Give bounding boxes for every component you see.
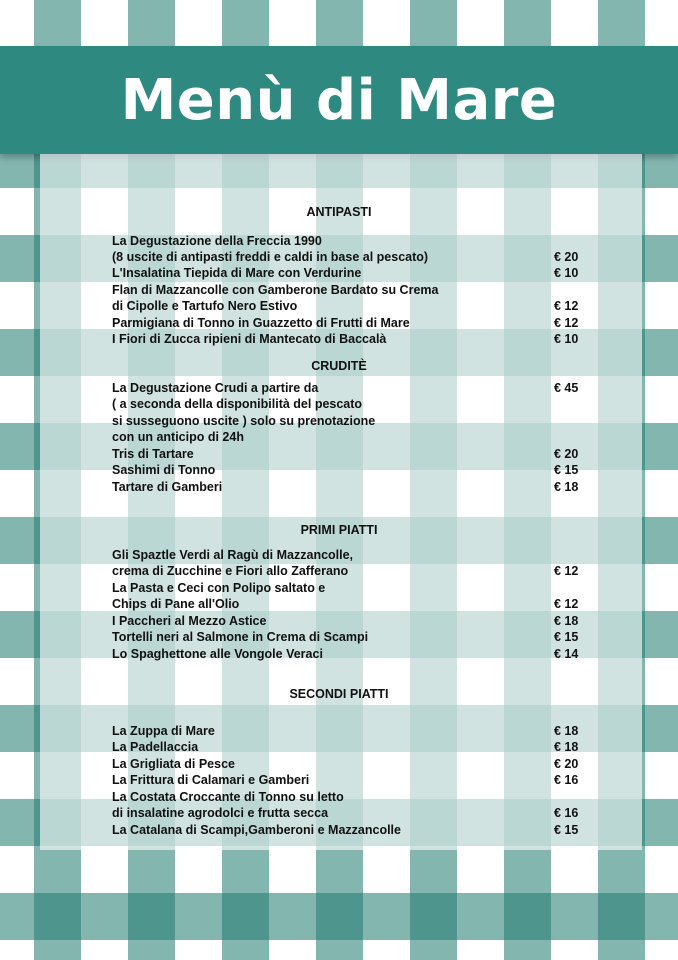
menu-line: Tris di Tartare € 20 <box>112 447 579 461</box>
menu-line: con un anticipo di 24h <box>112 430 244 444</box>
menu-line: Sashimi di Tonno € 15 <box>112 463 579 477</box>
menu-line: ( a seconda della disponibilità del pescato <box>112 397 363 411</box>
menu-line: La Degustazione della Freccia 1990 <box>112 234 322 248</box>
menu-line: I Paccheri al Mezzo Astice € 18 <box>112 614 579 628</box>
section-title-primi-piatti: PRIMI PIATTI <box>300 523 378 537</box>
menu-line: (8 uscite di antipasti freddi e caldi in base al pescato) € 20 <box>112 250 579 264</box>
section-title-secondi-piatti: SECONDI PIATTI <box>289 687 389 701</box>
menu-line: La Zuppa di Mare € 18 <box>112 724 579 738</box>
menu-line: di insalatine agrodolci e frutta secca € 16 <box>112 806 579 820</box>
menu-line: Tortelli neri al Salmone in Crema di Scampi € 15 <box>112 630 579 644</box>
menu-line: Gli Spaztle Verdi al Ragù di Mazzancolle, <box>112 548 354 562</box>
section-title-crudite: CRUDITÈ <box>311 359 367 373</box>
menu-line: Flan di Mazzancolle con Gamberone Bardato su Crema <box>112 283 439 297</box>
menu-line: La Costata Croccante di Tonno su letto <box>112 790 344 804</box>
menu-line: La Grigliata di Pesce € 20 <box>112 757 579 771</box>
section-title-antipasti: ANTIPASTI <box>306 205 372 219</box>
menu-line: crema di Zucchine e Fiori allo Zafferano € 12 <box>112 564 579 578</box>
menu-line: La Pasta e Ceci con Polipo saltato e <box>112 581 326 595</box>
menu-title: Menù di Mare <box>120 67 558 133</box>
menu-line: Tartare di Gamberi € 18 <box>112 480 579 494</box>
title-banner <box>0 46 678 154</box>
menu-line: di Cipolle e Tartufo Nero Estivo € 12 <box>112 299 579 313</box>
menu-line: La Padellaccia € 18 <box>112 740 579 754</box>
menu-line: Chips di Pane all'Olio € 12 <box>112 597 579 611</box>
menu-line: I Fiori di Zucca ripieni di Mantecato di Baccalà € 10 <box>112 332 579 346</box>
menu-line: L'Insalatina Tiepida di Mare con Verdurine € 10 <box>112 266 579 280</box>
menu-line: La Frittura di Calamari e Gamberi € 16 <box>112 773 579 787</box>
menu-line: Parmigiana di Tonno in Guazzetto di Frutti di Mare € 12 <box>112 316 579 330</box>
menu-line: Lo Spaghettone alle Vongole Veraci € 14 <box>112 647 579 661</box>
menu-line: La Degustazione Crudi a partire da € 45 <box>112 381 579 395</box>
menu-line: La Catalana di Scampi,Gamberoni e Mazzancolle € 15 <box>112 823 579 837</box>
menu-line: si susseguono uscite ) solo su prenotazione <box>112 414 376 428</box>
